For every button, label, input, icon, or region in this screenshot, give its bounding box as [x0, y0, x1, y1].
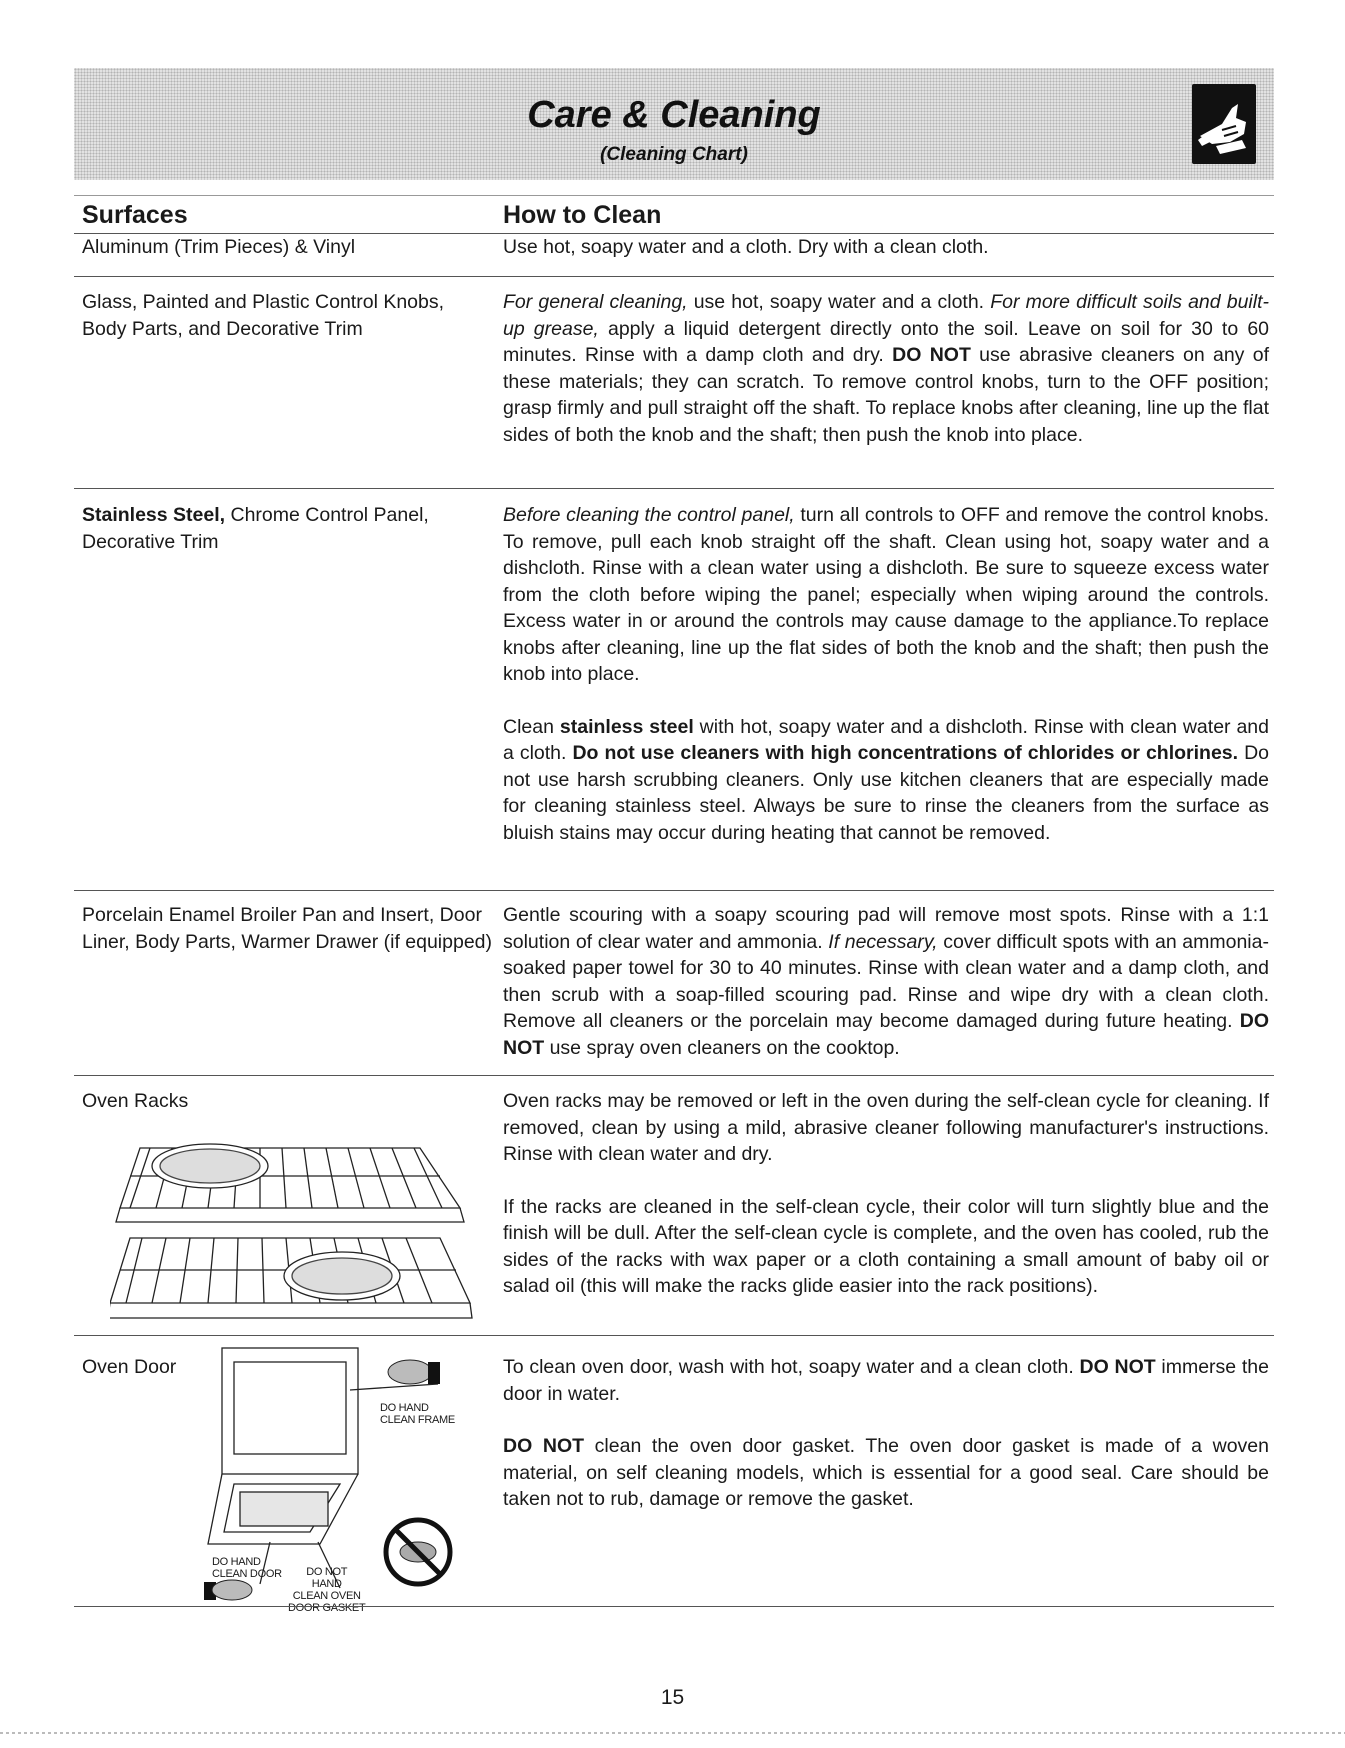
- row-divider: [74, 1335, 1274, 1336]
- surface-porcelain: Porcelain Enamel Broiler Pan and Insert, Door Liner, Body Parts, Warmer Drawer (if equipped): [82, 904, 493, 953]
- row-divider: [74, 488, 1274, 489]
- stainless-paragraph-1: Before cleaning the control panel, turn all controls to OFF and remove the control knobs. To remove, pull each knob straight off the shaft. Clean using hot, soapy water and a dishcloth. Rinse with a clean water using a dishcloth. Be sure to squeeze excess water from the cloth before wiping the panel; especially when wiping around the controls. Excess water in or around the controls may cause damage to the appliance.To replace knobs after cleaning, line up the flat sides of both the knob and the shaft; then push the knob into place.: [503, 504, 1269, 685]
- row-divider: [74, 890, 1274, 891]
- row-divider: [74, 276, 1274, 277]
- page-number: 15: [660, 1686, 685, 1709]
- hand-icon-frame: [388, 1360, 440, 1384]
- surface-oven-door: Oven Door: [82, 1356, 177, 1378]
- cleaning-hand-icon: [1192, 84, 1256, 164]
- surface-oven-racks: Oven Racks: [82, 1090, 189, 1112]
- how-oven-racks: Oven racks may be removed or left in the oven during the self-clean cycle for cleaning. If removed, clean by using a mild, abrasive cleaner following manufacturer's instructions. Rinse with clean water and dry. If the racks are cleaned in the self-clean cycle, their color will turn slightly blue and the finish will be dull. After the self-clean cycle is complete, and the oven has cooled, rub the sides of the racks with wax paper or a cloth containing a small amount of baby oil or salad oil (this will make the racks glide easier into the rack positions).: [503, 1090, 1269, 1297]
- how-stainless: [503, 502, 1269, 846]
- bottom-border: [0, 1732, 1345, 1734]
- oven-racks-illustration: [110, 1128, 480, 1328]
- page-subtitle: (Cleaning Chart): [600, 144, 748, 165]
- no-symbol-icon: [386, 1520, 450, 1584]
- surface-stainless: Stainless Steel, Chrome Control Panel, Decorative Trim: [82, 504, 429, 553]
- column-heading-surfaces: Surfaces: [82, 201, 188, 229]
- column-heading-how-to-clean: How to Clean: [503, 201, 662, 229]
- how-porcelain: Gentle scouring with a soapy scouring pad will remove most spots. Rinse with a 1:1 solution of clear water and ammonia. If necessary, cover difficult spots with an ammonia-soaked paper towel for 30 to 40 minutes. Rinse with clean water and a damp cloth, and then scrub with a soap-filled scouring pad. Rinse and wipe dry with a clean cloth. Remove all cleaners or the porcelain may become damaged during future heating. DO NOT use spray oven cleaners on the cooktop.: [503, 904, 1269, 1059]
- hand-icon-door: [204, 1580, 252, 1600]
- header-banner: [74, 68, 1274, 180]
- page-title: Care & Cleaning: [527, 94, 821, 136]
- surface-aluminum: Aluminum (Trim Pieces) & Vinyl: [82, 236, 356, 258]
- label-do-hand-clean-door: DO HAND CLEAN DOOR: [212, 1556, 282, 1580]
- label-do-not-clean-gasket: DO NOT HAND CLEAN OVEN DOOR GASKET: [288, 1566, 366, 1614]
- how-glass: For general cleaning, use hot, soapy water and a cloth. For more difficult soils and built-up grease, apply a liquid detergent directly onto the soil. Leave on soil for 30 to 60 minutes. Rinse with a damp cloth and dry. DO NOT use abrasive cleaners on any of these materials; they can scratch. To remove control knobs, turn to the OFF position; grasp firmly and pull straight off the shaft. To replace knobs after cleaning, line up the flat sides of both the knob and the shaft; then push the knob into place.: [503, 291, 1270, 446]
- stainless-paragraph-2: Clean stainless steel with hot, soapy water and a dishcloth. Rinse with clean water and a cloth. Do not use cleaners with high concentrations of chlorides or chlorines. Do not use harsh scrubbing cleaners. Only use kitchen cleaners that are especially made for cleaning stainless steel. Always be sure to rinse the cleaners from the surface as bluish stains may occur during heating that cannot be removed.: [503, 715, 1269, 844]
- label-do-hand-clean-frame: DO HAND CLEAN FRAME: [380, 1402, 455, 1426]
- how-oven-door: To clean oven door, wash with hot, soapy water and a clean cloth. DO NOT immerse the door in water. DO NOT clean the oven door gasket. The oven door gasket is made of a woven material, on self cleaning models, which is essential for a good seal. Care should be taken not to rub, damage or remove the gasket.: [503, 1356, 1269, 1510]
- how-aluminum: Use hot, soapy water and a cloth. Dry with a clean cloth.: [503, 236, 989, 258]
- row-divider: [74, 1606, 1274, 1607]
- oven-door-illustration: [200, 1344, 484, 1614]
- header-rule: [74, 195, 1274, 196]
- surface-glass: Glass, Painted and Plastic Control Knobs, Body Parts, and Decorative Trim: [82, 291, 445, 340]
- row-divider: [74, 1075, 1274, 1076]
